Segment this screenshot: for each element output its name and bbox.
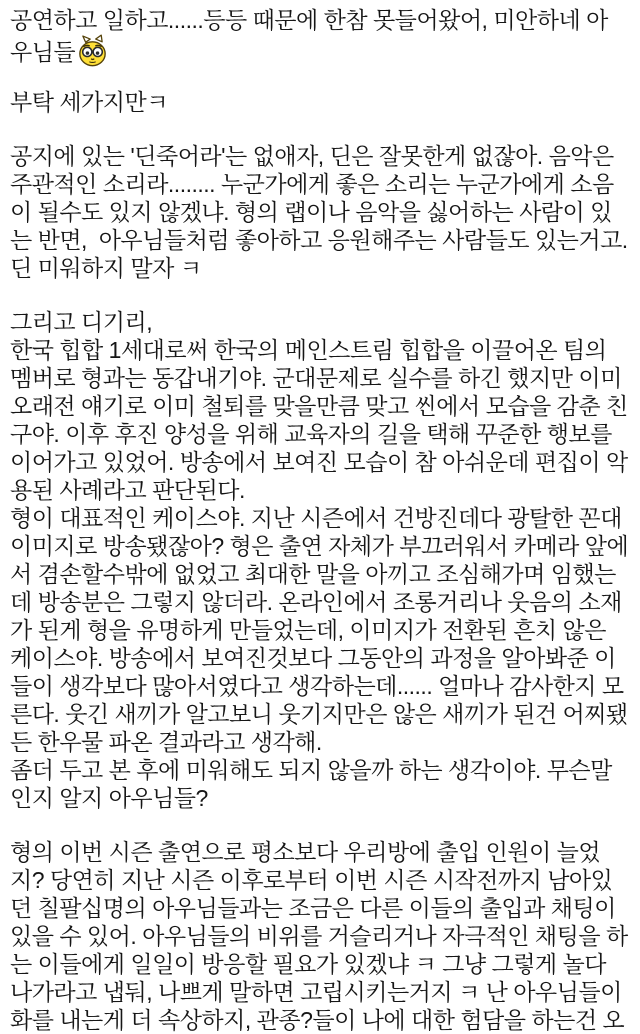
- text-line: 이미지로 방송됐잖아? 형은 출연 자체가 부끄러워서 카메라 앞에: [10, 533, 629, 559]
- text-line: 오래전 얘기로 이미 철퇴를 맞을만큼 맞고 씬에서 모습을 감춘 친: [10, 393, 628, 419]
- text-line: 부탁 세가지만ㅋ: [10, 89, 168, 115]
- text-line: 이 될수도 있지 않겠냐. 형의 랩이나 음악을 싫어하는 사람이 있: [10, 199, 612, 225]
- text-line: 한국 힙합 1세대로써 한국의 메인스트림 힙합을 이끌어온 팀의: [10, 337, 607, 363]
- text-line: 공지에 있는 '딘죽어라'는 없애자, 딘은 잘못한게 없잖아. 음악은: [10, 143, 614, 169]
- text-line: 우님들: [10, 34, 634, 62]
- text-line: 이어가고 있었어. 방송에서 보여진 모습이 참 아쉬운데 편집이 악: [10, 449, 628, 475]
- text-line: 지? 당연히 지난 시즌 이후로부터 이번 시즌 시작전까지 남아있: [10, 867, 613, 893]
- text-line: 른다. 웃긴 새끼가 알고보니 웃기지만은 않은 새끼가 된건 어찌됐: [10, 701, 628, 727]
- text-line: 케이스야. 방송에서 보여진것보다 그동안의 과정을 알아봐준 이: [10, 645, 616, 671]
- text-line: 던 칠팔십명의 아우님들과는 조금은 다른 이들의 출입과 채팅이: [10, 895, 616, 921]
- text-line: 구야. 이후 후진 양성을 위해 교육자의 길을 택해 꾸준한 행보를: [10, 421, 612, 447]
- text-line: 있을 수 있어. 아우님들의 비위를 거슬리거나 자극적인 채팅을 하: [10, 923, 628, 949]
- text-line: 좀더 두고 본 후에 미워해도 되지 않을까 하는 생각이야. 무슨말: [10, 757, 612, 783]
- paragraph: [10, 88, 634, 116]
- flustered-yellow-rabbit-face-emoji: [76, 34, 109, 68]
- paragraph: [10, 6, 634, 65]
- text-line: 화를 내는게 더 속상하지, 관종?들이 나에 대한 험담을 하는건 오: [10, 1007, 625, 1033]
- text-line: 딘 미워하지 말자 ㅋ: [10, 255, 202, 281]
- paragraph: [10, 838, 634, 1034]
- paragraph: [10, 142, 634, 282]
- text-line: 주관적인 소리라........ 누군가에게 좋은 소리는 누군가에게 소음: [10, 171, 614, 197]
- text-line: 데 방송분은 그렇지 않더라. 온라인에서 조롱거리나 웃음의 소재: [10, 589, 622, 615]
- text-line: 형이 대표적인 케이스야. 지난 시즌에서 건방진데다 광탈한 꼰대: [10, 505, 622, 531]
- text-line: 서 겸손할수밖에 없었고 최대한 말을 아끼고 조심해가며 임했는: [10, 561, 616, 587]
- text-line: 는 반면, 아우님들처럼 좋아하고 응원해주는 사람들도 있는거고.: [10, 227, 628, 253]
- text-line: 든 한우물 파온 결과라고 생각해.: [10, 729, 322, 755]
- text-line: 멤버로 형과는 동갑내기야. 군대문제로 실수를 하긴 했지만 이미: [10, 365, 622, 391]
- text-line: 형의 이번 시즌 출연으로 평소보다 우리방에 출입 인원이 늘었: [10, 839, 601, 865]
- text-line: 용된 사례라고 판단된다.: [10, 477, 245, 503]
- text-line: 공연하고 일하고......등등 때문에 한참 못들어왔어, 미안하네 아: [10, 7, 608, 33]
- text-line: 인지 알지 아우님들?: [10, 785, 208, 811]
- paragraph: [10, 308, 634, 812]
- text-line: 나가라고 냅둬, 나쁘게 말하면 고립시키는거지 ㅋ 난 아우님들이: [10, 979, 622, 1005]
- text-line: 가 된게 형을 유명하게 만들었는데, 이미지가 전환된 흔치 않은: [10, 617, 606, 643]
- text-line: 는 이들에게 일일이 방응할 필요가 있겠냐 ㅋ 그냥 그렇게 놀다: [10, 951, 606, 977]
- text-line: 그리고 디기리,: [10, 309, 153, 335]
- text-line: 들이 생각보다 많아서였다고 생각하는데...... 얼마나 감사한지 모: [10, 673, 624, 699]
